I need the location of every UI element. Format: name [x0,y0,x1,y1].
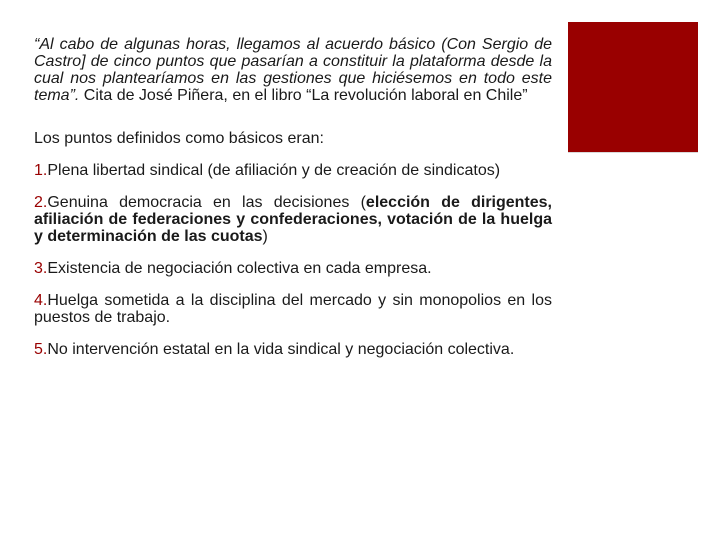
point-number: 1. [34,162,48,179]
quote-paragraph [34,36,552,104]
list-item [34,292,552,326]
decorative-red-square [568,22,698,152]
point-text: Plena libertad sindical (de afiliación y de creación de sindicatos) [47,162,501,179]
points-list [34,162,552,358]
point-number: 5. [34,341,48,358]
point-number: 4. [34,292,48,309]
list-item [34,194,552,245]
list-item [34,162,552,179]
point-text: Existencia de negociación colectiva en cada empresa. [47,260,432,277]
point-bold-text: elección de dirigentes, afiliación de federaciones y confederaciones, votación de la huelga y determinación de las cuotas [34,194,553,245]
list-item [34,260,552,277]
slide-content [34,36,552,358]
divider-line [568,152,698,153]
quote-citation: Cita de José Piñera, en el libro “La revolución laboral en Chile” [79,87,528,104]
list-item [34,341,552,358]
point-number: 2. [34,194,48,211]
point-text: Huelga sometida a la disciplina del mercado y sin monopolios en los puestos de trabajo. [34,292,552,326]
intro-text: Los puntos definidos como básicos eran: [34,130,324,147]
point-number: 3. [34,260,48,277]
quote-text: “Al cabo de algunas horas, llegamos al acuerdo básico (Con Sergio de Castro] de cinco puntos que pasarían a constituir la plataforma desde la cual nos plantearíamos en las gestiones que hiciésemos en todo este tema”. [34,36,552,104]
point-text: No intervención estatal en la vida sindical y negociación colectiva. [47,341,515,358]
point-tail-text: ) [262,228,268,245]
point-text: Genuina democracia en las decisiones ( [47,194,366,211]
